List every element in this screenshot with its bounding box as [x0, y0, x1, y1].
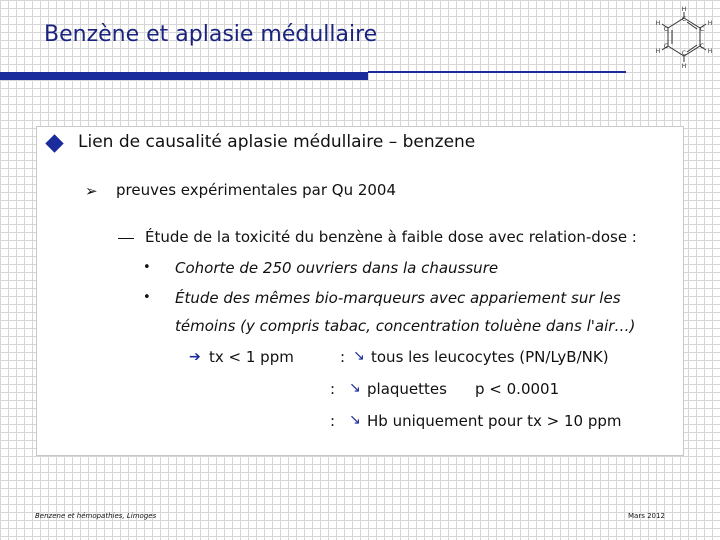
down-arrow-icon: ↘	[349, 412, 361, 428]
bullet-biomarkers-cont: témoins (y compris tabac, concentration toluène dans l'air…)	[175, 317, 636, 335]
bullet-cohort: Cohorte de 250 ouvriers dans la chaussure	[175, 259, 499, 277]
main-point: Lien de causalité aplasie médullaire – benzene	[78, 132, 476, 152]
slide-title: Benzène et aplasie médullaire	[44, 22, 378, 47]
atom-c-right-top: C	[699, 26, 705, 33]
study-line: Étude de la toxicité du benzène à faible dose avec relation-dose :	[145, 228, 637, 246]
sub-point: preuves expérimentales par Qu 2004	[116, 181, 397, 199]
result-plaquettes: plaquettes	[367, 380, 447, 398]
result-leucocytes: tous les leucocytes (PN/LyB/NK)	[371, 348, 609, 366]
bullet-dot-icon: •	[143, 260, 151, 275]
atom-c-top: C	[681, 16, 687, 23]
benzene-structure-icon	[650, 4, 718, 68]
title-underline-thick	[0, 72, 368, 80]
bullet-dot-icon: •	[143, 290, 151, 305]
colon-1: :	[340, 348, 346, 366]
right-arrow-icon: ➔	[189, 349, 201, 365]
footer-right: Mars 2012	[628, 512, 665, 520]
atom-h-left-bottom: H	[655, 48, 661, 55]
footer-left: Benzene et hémopathies, Limoges	[35, 512, 157, 520]
down-arrow-icon: ↘	[349, 380, 361, 396]
colon-2: :	[330, 380, 336, 398]
result-hb: Hb uniquement pour tx > 10 ppm	[367, 412, 622, 430]
dash-bullet-icon	[118, 238, 134, 239]
atom-c-right-bottom: C	[699, 43, 705, 50]
arrowhead-bullet-icon: ➢	[85, 182, 98, 200]
down-arrow-icon: ↘	[353, 348, 365, 364]
atom-h-top: H	[681, 6, 687, 13]
atom-h-right-bottom: H	[707, 48, 713, 55]
colon-3: :	[330, 412, 336, 430]
atom-c-left-top: C	[663, 26, 669, 33]
atom-h-left-top: H	[655, 20, 661, 27]
atom-h-right-top: H	[707, 20, 713, 27]
atom-c-left-bottom: C	[663, 43, 669, 50]
tx-label: tx < 1 ppm	[209, 348, 294, 366]
title-underline-thin	[368, 71, 626, 73]
bullet-biomarkers: Étude des mêmes bio-marqueurs avec appariement sur les	[175, 289, 621, 307]
result-pvalue: p < 0.0001	[475, 380, 560, 398]
atom-h-bottom: H	[681, 63, 687, 68]
atom-c-bottom: C	[681, 50, 687, 57]
